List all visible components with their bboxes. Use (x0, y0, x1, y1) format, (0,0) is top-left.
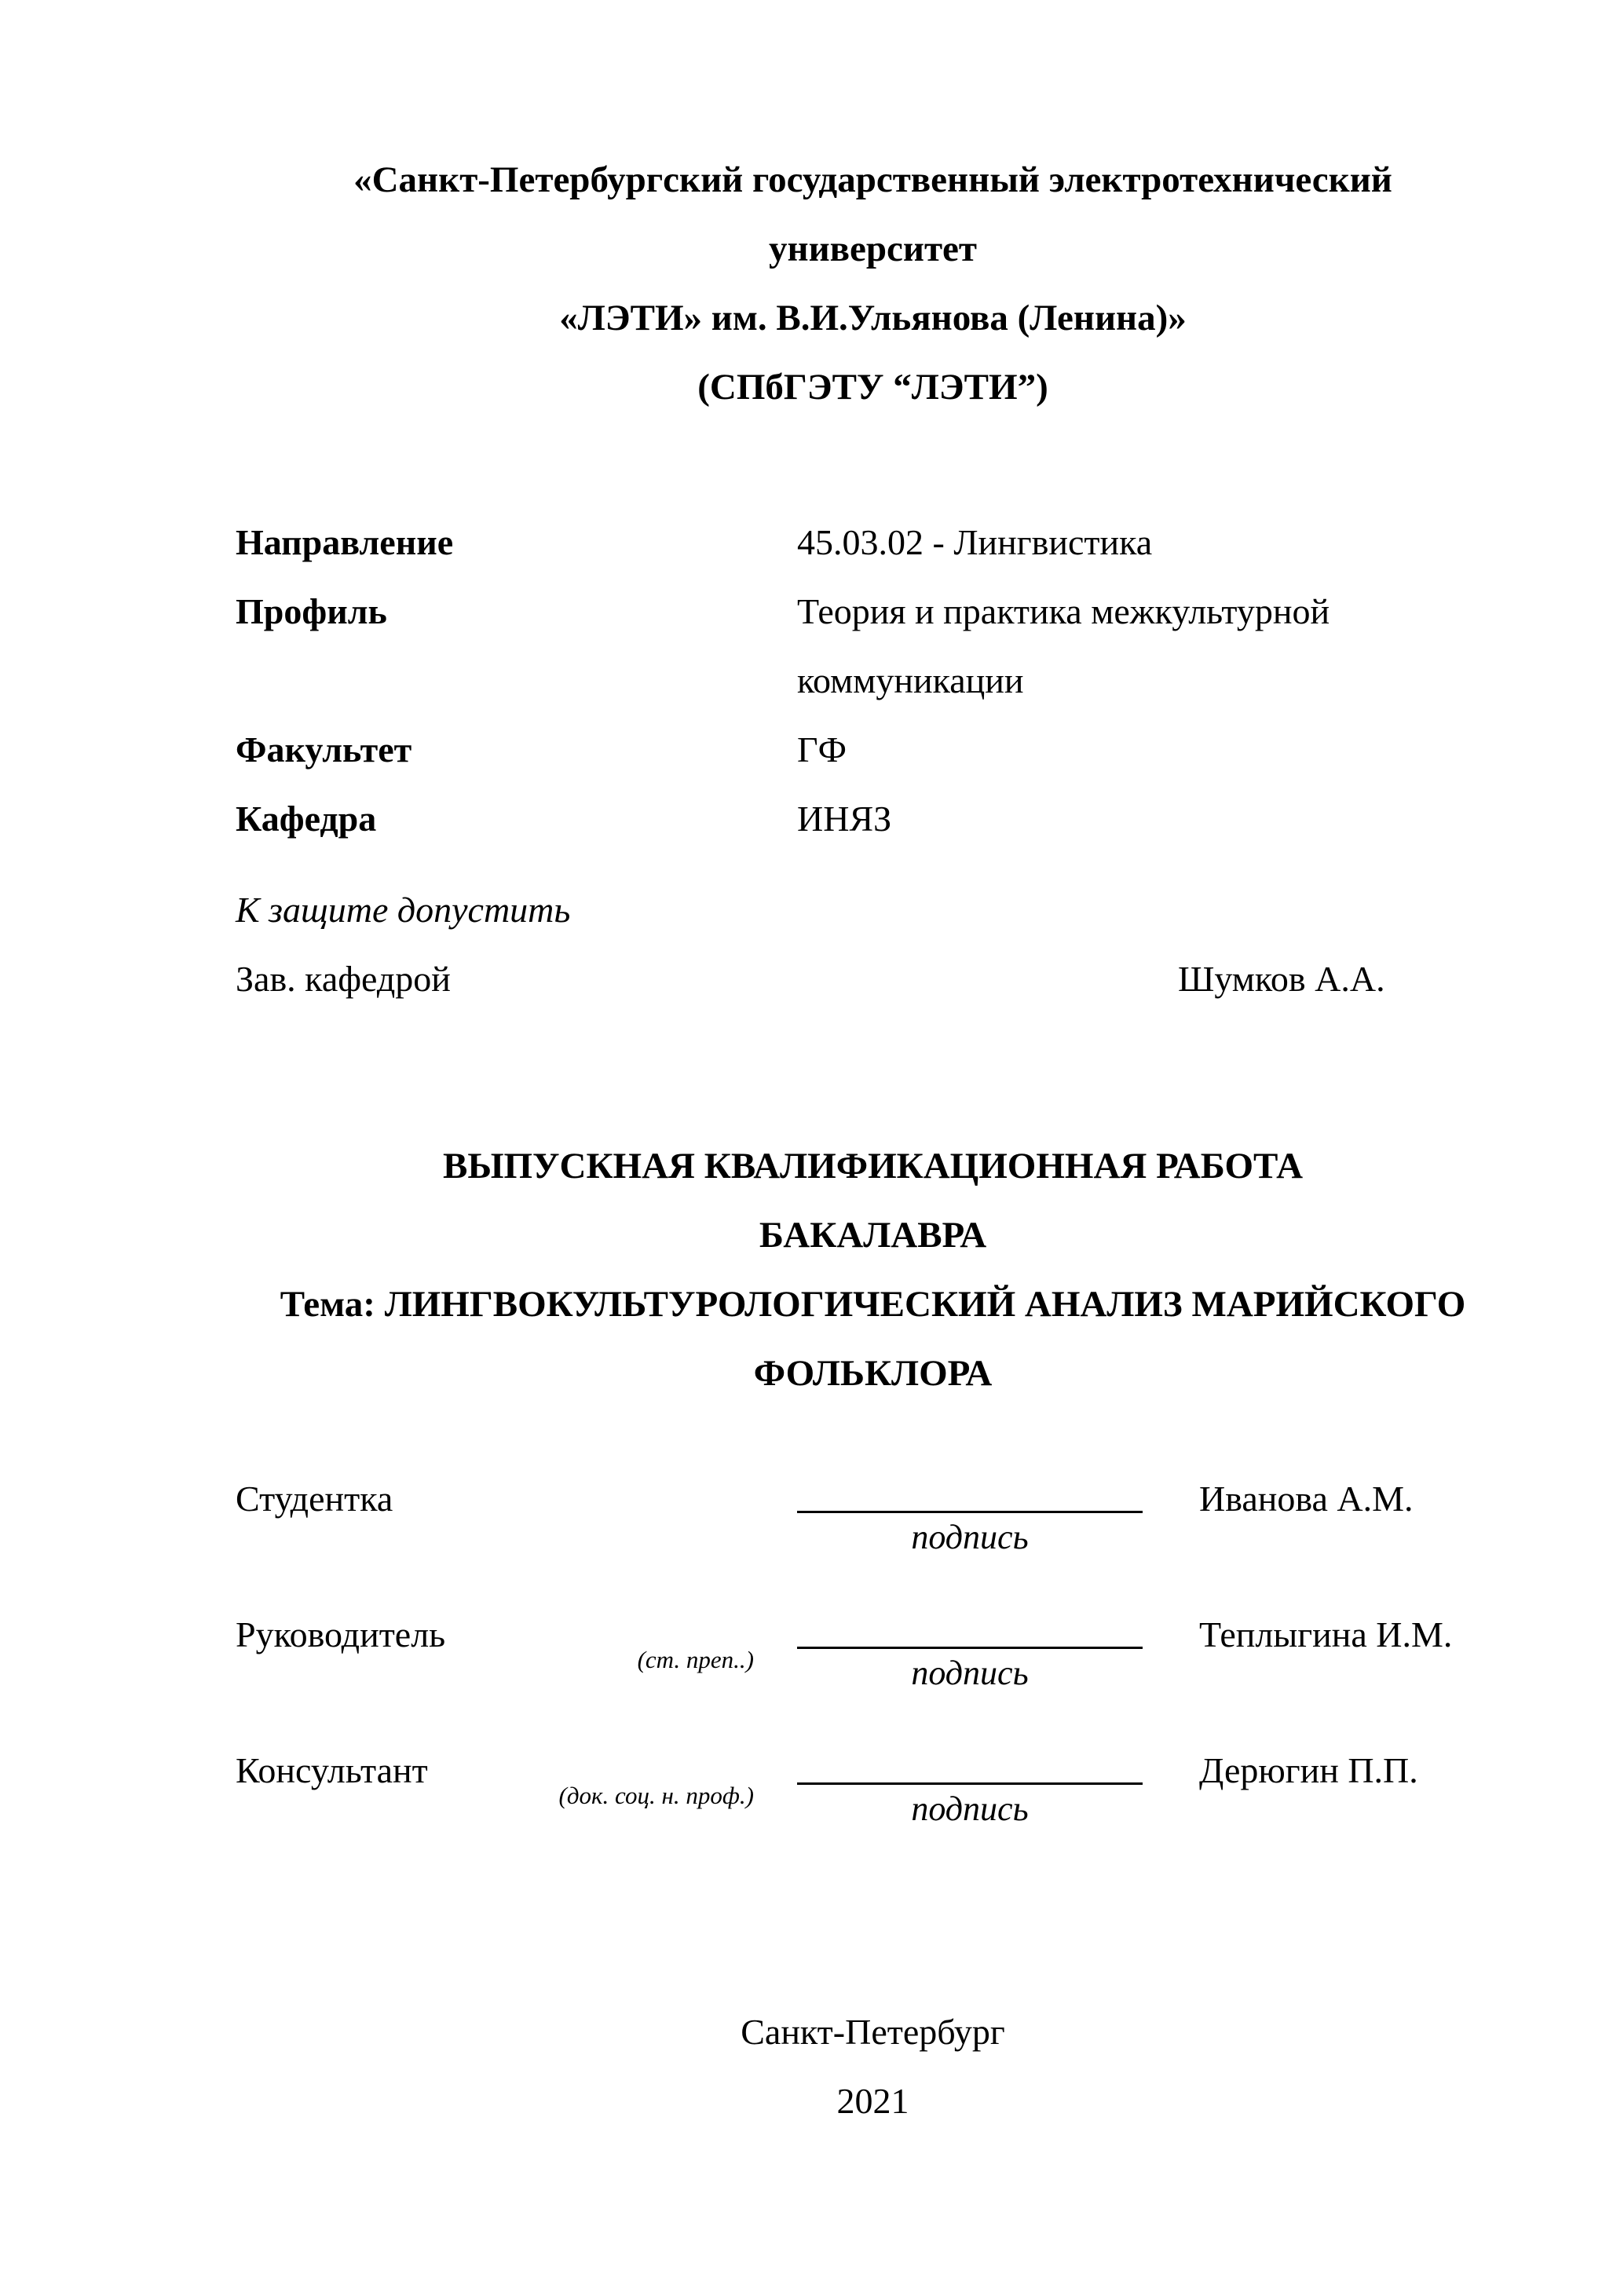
admission-block (236, 876, 1510, 1014)
footer-city: Санкт-Петербург (741, 2012, 1005, 2052)
work-title (236, 1132, 1510, 1408)
signature-caption: подпись (911, 1518, 1029, 1556)
university-name-line-2: университет (768, 229, 978, 269)
signature-caption: подпись (911, 1790, 1029, 1828)
signature-middle (797, 1600, 1143, 1736)
university-header (236, 145, 1510, 422)
field-label: Кафедра (236, 799, 377, 839)
admission-note: К защите допустить (236, 890, 571, 930)
university-name-line-1: «Санкт-Петербургский государственный электротехнический (353, 159, 1392, 200)
signature-line (797, 1630, 1143, 1649)
work-title-line-3: Тема: ЛИНГВОКУЛЬТУРОЛОГИЧЕСКИЙ АНАЛИЗ МАРИЙСКОГО (280, 1284, 1466, 1325)
signature-section (236, 1464, 1510, 1872)
field-row-department (236, 784, 1510, 854)
field-label: Направление (236, 522, 454, 562)
field-value: 45.03.02 - Лингвистика (797, 522, 1153, 562)
signature-name: Теплыгина И.М. (1199, 1614, 1453, 1654)
signature-row-student (236, 1464, 1510, 1600)
signature-role-note: (док. соц. н. проф.) (558, 1782, 754, 1809)
university-abbreviation: (СПбГЭТУ “ЛЭТИ”) (697, 367, 1048, 408)
field-value: ГФ (797, 729, 847, 770)
signature-role: Руководитель (236, 1614, 446, 1654)
admission-row (236, 945, 1510, 1014)
program-fields (236, 508, 1510, 854)
field-row-direction (236, 508, 1510, 577)
work-title-line-2: БАКАЛАВРА (759, 1215, 987, 1256)
signature-name: Дерюгин П.П. (1199, 1750, 1418, 1790)
field-row-faculty (236, 715, 1510, 784)
field-row-profile (236, 577, 1510, 715)
field-label: Факультет (236, 729, 412, 770)
signature-middle (797, 1464, 1143, 1600)
footer (236, 1998, 1510, 2136)
signature-row-consultant (236, 1736, 1510, 1872)
department-head-name: Шумков А.А. (1178, 959, 1385, 999)
admission-label: Зав. кафедрой (236, 959, 451, 999)
signature-role: Консультант (236, 1750, 428, 1790)
field-value: ИНЯЗ (797, 799, 892, 839)
field-value: Теория и практика межкультурной коммуникации (797, 591, 1330, 700)
signature-name: Иванова А.М. (1199, 1479, 1414, 1519)
signature-line (797, 1494, 1143, 1513)
footer-year: 2021 (836, 2081, 909, 2121)
work-title-line-4: ФОЛЬКЛОРА (753, 1353, 993, 1394)
signature-row-supervisor (236, 1600, 1510, 1736)
signature-line (797, 1766, 1143, 1785)
signature-role: Студентка (236, 1479, 393, 1519)
field-label: Профиль (236, 591, 387, 631)
signature-caption: подпись (911, 1654, 1029, 1692)
signature-middle (797, 1736, 1143, 1872)
signature-role-note: (ст. преп..) (637, 1646, 754, 1673)
university-name-line-3: «ЛЭТИ» им. В.И.Ульянова (Ленина)» (559, 298, 1187, 338)
work-title-line-1: ВЫПУСКНАЯ КВАЛИФИКАЦИОННАЯ РАБОТА (442, 1146, 1304, 1186)
